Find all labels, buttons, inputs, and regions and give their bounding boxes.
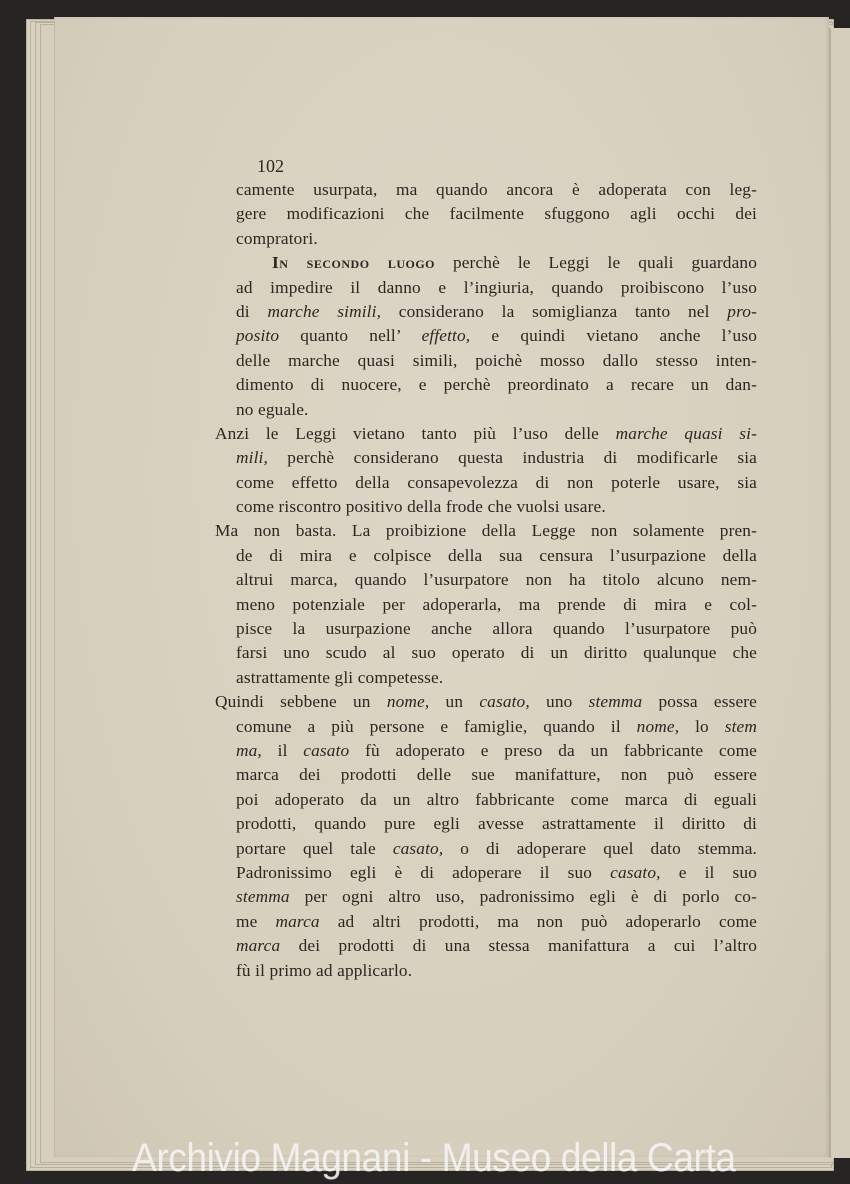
text-segment: pisce la usurpazione anche allora quando l’usurpatore può: [236, 619, 757, 639]
italic-text: stemma: [588, 692, 643, 712]
text-segment: fù adoperato e preso da un fabbricante come: [349, 740, 757, 760]
text-segment: considerano la somiglianza tanto nel: [381, 301, 728, 321]
text-segment: meno potenziale per adoperarla, ma prende di mira e col-: [236, 594, 757, 614]
text-line: [215, 763, 757, 787]
text-segment: portare quel tale: [236, 838, 393, 858]
text-segment: il: [261, 740, 304, 760]
text-segment: altrui marca, quando l’usurpatore non ha titolo alcuno nem-: [236, 570, 757, 590]
text-segment: perchè considerano questa industria di modificarle sia: [267, 448, 757, 468]
text-segment: poi adoperato da un altro fabbricante come marca di eguali: [236, 789, 757, 809]
text-line: [215, 446, 757, 470]
italic-text: stem: [724, 716, 758, 736]
text-line: [215, 568, 757, 592]
body-text: [215, 178, 757, 983]
text-line: [215, 910, 757, 934]
text-line: [215, 861, 757, 885]
page-number: 102: [257, 156, 284, 176]
text-segment: quanto nell’: [279, 326, 422, 346]
text-segment: e il suo: [660, 862, 757, 882]
text-segment: come riscontro positivo della frode che vuolsi usare.: [236, 497, 606, 517]
text-segment: un: [429, 692, 480, 712]
text-segment: uno: [529, 692, 589, 712]
text-segment: Ma non basta. La proibizione della Legge non solamente pren-: [215, 521, 757, 541]
text-line: [215, 422, 757, 446]
text-line: [215, 373, 757, 397]
text-line: [215, 251, 757, 275]
text-segment: lo: [679, 716, 725, 736]
text-segment: come effetto della consapevolezza di non poterle usare, sia: [236, 472, 757, 492]
text-line: [215, 739, 757, 763]
text-line: [215, 666, 757, 690]
text-segment: me: [236, 911, 276, 931]
text-segment: astrattamente gli competesse.: [236, 667, 444, 687]
italic-text: marche simili,: [267, 301, 382, 321]
text-segment: de di mira e colpisce della sua censura l’usurpazione della: [236, 545, 757, 565]
italic-text: stemma: [236, 887, 290, 907]
text-segment: possa essere: [642, 692, 757, 712]
text-segment: compratori.: [236, 228, 318, 248]
italic-text: nome,: [386, 692, 430, 712]
text-line: [215, 471, 757, 495]
italic-text: mili,: [236, 448, 268, 468]
text-line: [215, 885, 757, 909]
italic-text: casato: [303, 740, 350, 760]
text-line: [215, 959, 757, 983]
text-segment: e quindi vietano anche l’uso: [470, 326, 757, 346]
text-segment: delle marche quasi simili, poichè mosso dallo stesso inten-: [236, 350, 757, 370]
italic-text: casato,: [479, 692, 530, 712]
text-line: [215, 202, 757, 226]
italic-text: marca: [275, 911, 320, 931]
text-line: [215, 544, 757, 568]
archive-watermark: Archivio Magnani - Museo della Carta: [132, 1136, 736, 1180]
text-line: [215, 788, 757, 812]
text-segment: ad altri prodotti, ma non può adoperarlo come: [319, 911, 757, 931]
text-segment: perchè le Leggi le quali guardano: [435, 253, 757, 273]
italic-text: effetto,: [421, 326, 471, 346]
text-line: [215, 349, 757, 373]
text-segment: fù il primo ad applicarlo.: [236, 960, 413, 980]
italic-text: pro-: [727, 301, 758, 321]
text-segment: per ogni altro uso, padronissimo egli è di porlo co-: [289, 887, 757, 907]
text-line: [215, 690, 757, 714]
text-line: [215, 812, 757, 836]
text-line: [215, 934, 757, 958]
text-segment: Anzi le Leggi vietano tanto più l’uso delle: [215, 423, 616, 443]
italic-text: casato,: [392, 838, 444, 858]
text-line: [215, 593, 757, 617]
text-segment: o di adoperare quel dato stemma.: [443, 838, 757, 858]
text-segment: camente usurpata, ma quando ancora è adoperata con leg-: [236, 180, 757, 199]
text-line: [215, 276, 757, 300]
facing-page-edge: [829, 28, 850, 1158]
small-caps-text: In secondo luogo: [272, 253, 435, 273]
text-line: [215, 227, 757, 251]
italic-text: marca: [236, 936, 281, 956]
text-line: [215, 324, 757, 348]
italic-text: ma,: [236, 740, 262, 760]
text-segment: comune a più persone e famiglie, quando il: [236, 716, 637, 736]
text-segment: farsi uno scudo al suo operato di un diritto qualunque che: [236, 643, 757, 663]
text-line: [215, 617, 757, 641]
text-line: [215, 398, 757, 422]
text-segment: dimento di nuocere, e perchè preordinato a recare un dan-: [236, 375, 757, 395]
text-line: [215, 178, 757, 202]
italic-text: marche quasi si-: [615, 423, 757, 443]
text-line: [215, 641, 757, 665]
text-segment: no eguale.: [236, 399, 309, 419]
text-line: [215, 519, 757, 543]
italic-text: casato,: [610, 862, 661, 882]
text-line: [215, 300, 757, 324]
text-line: [215, 495, 757, 519]
text-segment: Quindi sebbene un: [215, 692, 387, 712]
italic-text: nome,: [636, 716, 680, 736]
text-segment: gere modificazioni che facilmente sfuggono agli occhi dei: [236, 204, 757, 224]
text-segment: di: [236, 301, 268, 321]
text-segment: prodotti, quando pure egli avesse astrattamente il diritto di: [236, 814, 757, 834]
text-segment: marca dei prodotti delle sue manifatture, non può essere: [236, 765, 757, 785]
text-line: [215, 715, 757, 739]
italic-text: posito: [236, 326, 280, 346]
text-segment: ad impedire il danno e l’ingiuria, quando proibiscono l’uso: [236, 277, 757, 297]
text-segment: Padronissimo egli è di adoperare il suo: [236, 862, 611, 882]
text-line: [215, 837, 757, 861]
text-segment: dei prodotti di una stessa manifattura a cui l’altro: [280, 936, 757, 956]
